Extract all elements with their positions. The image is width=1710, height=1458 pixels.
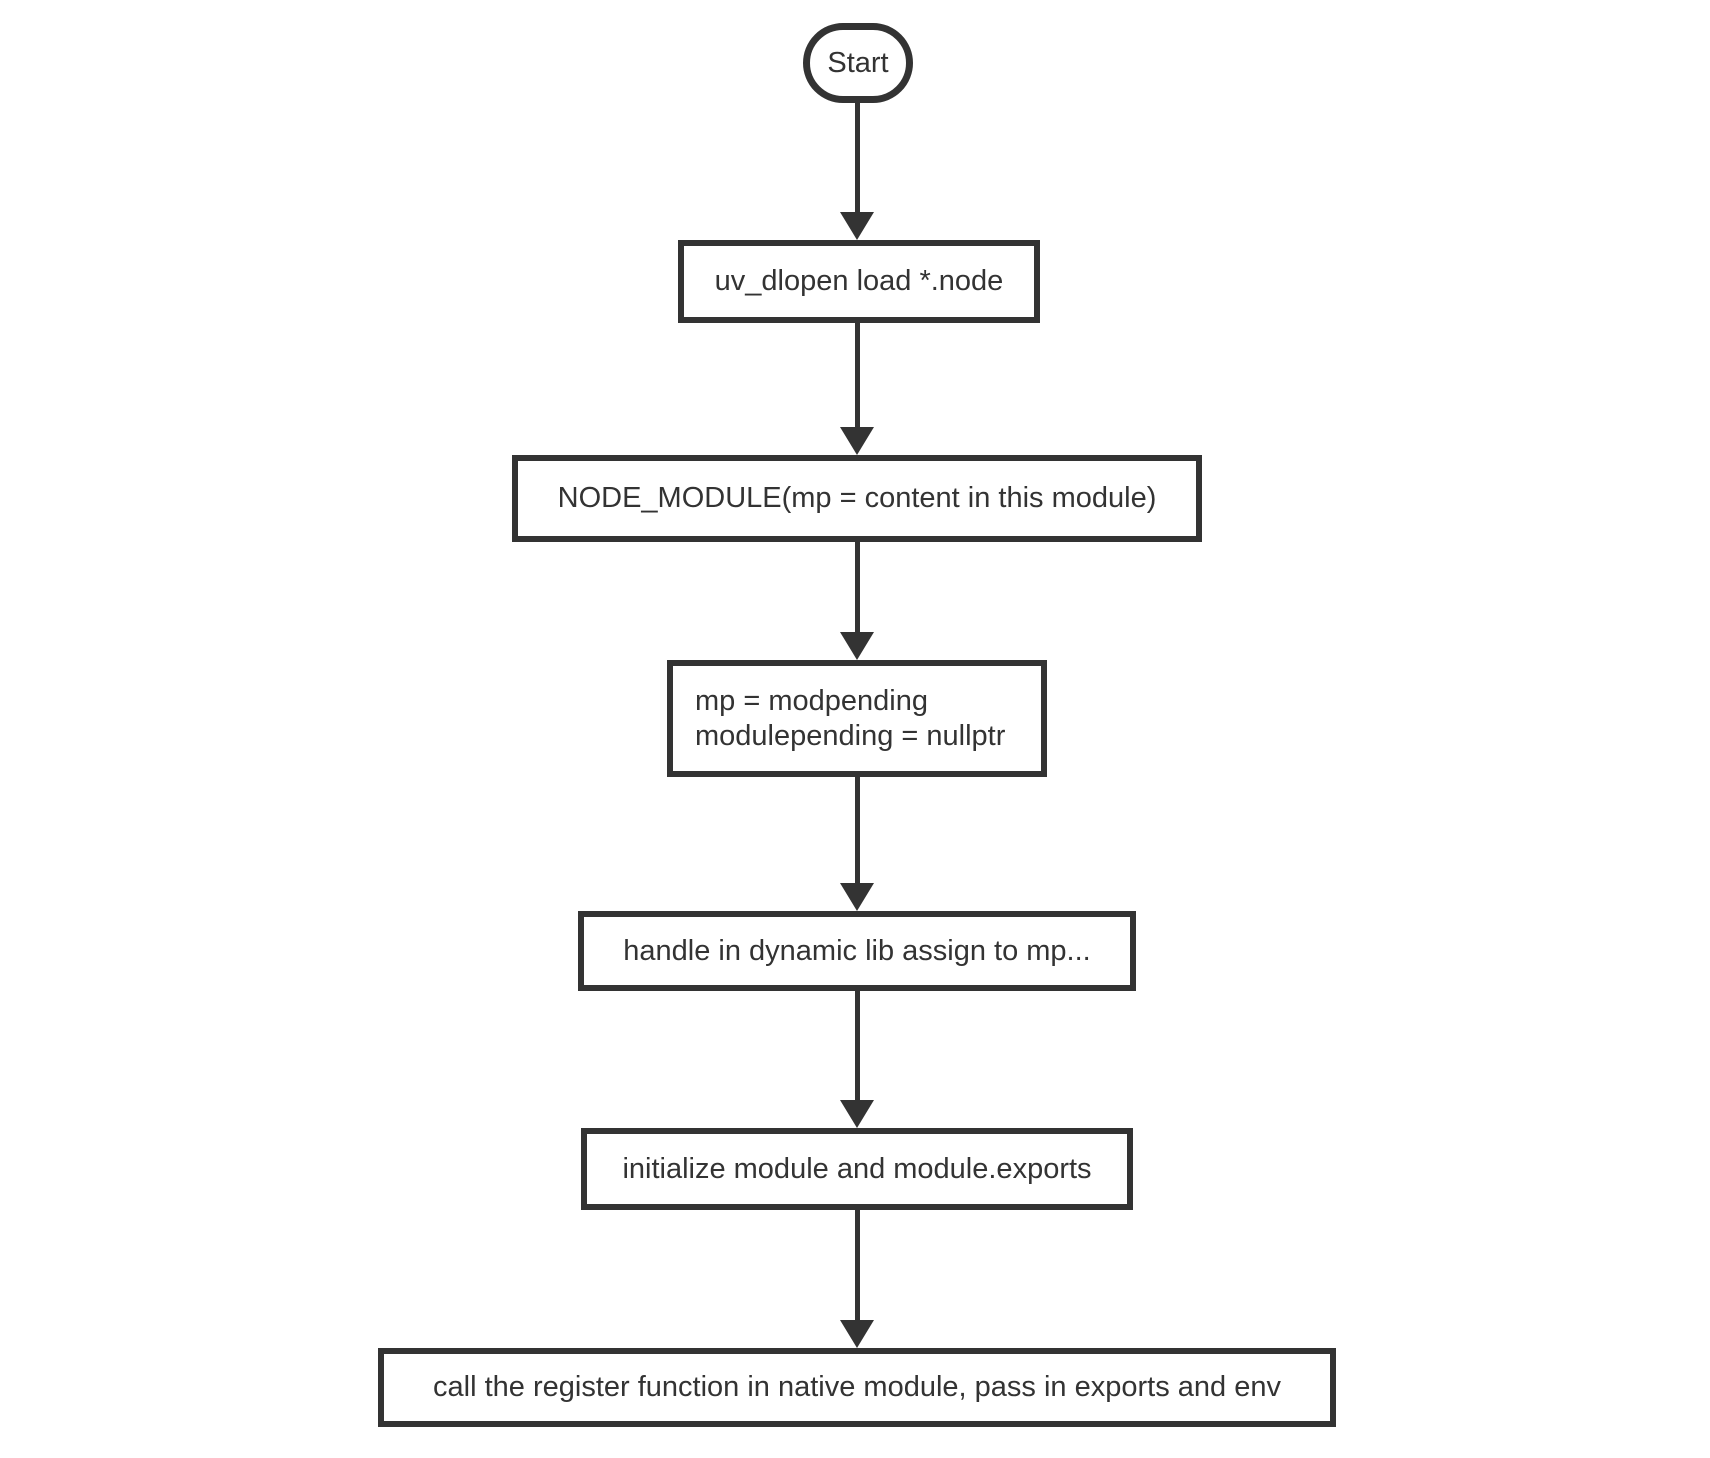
node-uvdlopen-label: uv_dlopen load *.node [714,265,1004,298]
arrow-shaft [855,1210,860,1320]
arrow-shaft [855,542,860,632]
flowchart-node-modpending [667,660,1047,777]
arrow-head-icon [840,1100,874,1128]
arrow-handle-to-initialize [840,991,874,1128]
flowchart-node-uvdlopen [678,240,1040,323]
node-nodemodule-label: NODE_MODULE(mp = content in this module) [557,482,1157,515]
node-modpending-line-1: mp = modpending [695,684,928,717]
arrow-shaft [855,777,860,883]
arrow-nodemodule-to-modpending [840,542,874,660]
flowchart-node-handle-assign [578,911,1136,991]
arrow-head-icon [840,883,874,911]
arrow-initialize-to-register [840,1210,874,1348]
arrow-start-to-uvdlopen [840,103,874,240]
arrow-modpending-to-handle [840,777,874,911]
node-initialize-label: initialize module and module.exports [622,1152,1092,1185]
arrow-head-icon [840,1320,874,1348]
arrow-head-icon [840,427,874,455]
node-modpending-label [695,684,1005,754]
flowchart-node-initialize [581,1128,1133,1210]
flowchart-node-start [803,23,913,103]
arrow-head-icon [840,632,874,660]
node-handle-assign-label: handle in dynamic lib assign to mp... [623,934,1091,967]
flowchart-node-call-register [378,1348,1336,1427]
node-call-register-label: call the register function in native module, pass in exports and env [433,1371,1281,1404]
flowchart-node-nodemodule [512,455,1202,542]
arrow-shaft [855,991,860,1100]
arrow-head-icon [840,212,874,240]
arrow-shaft [855,323,860,427]
arrow-uvdlopen-to-nodemodule [840,323,874,455]
arrow-shaft [855,103,860,212]
node-modpending-line-2: modulepending = nullptr [695,719,1006,752]
node-start-label: Start [827,46,889,79]
